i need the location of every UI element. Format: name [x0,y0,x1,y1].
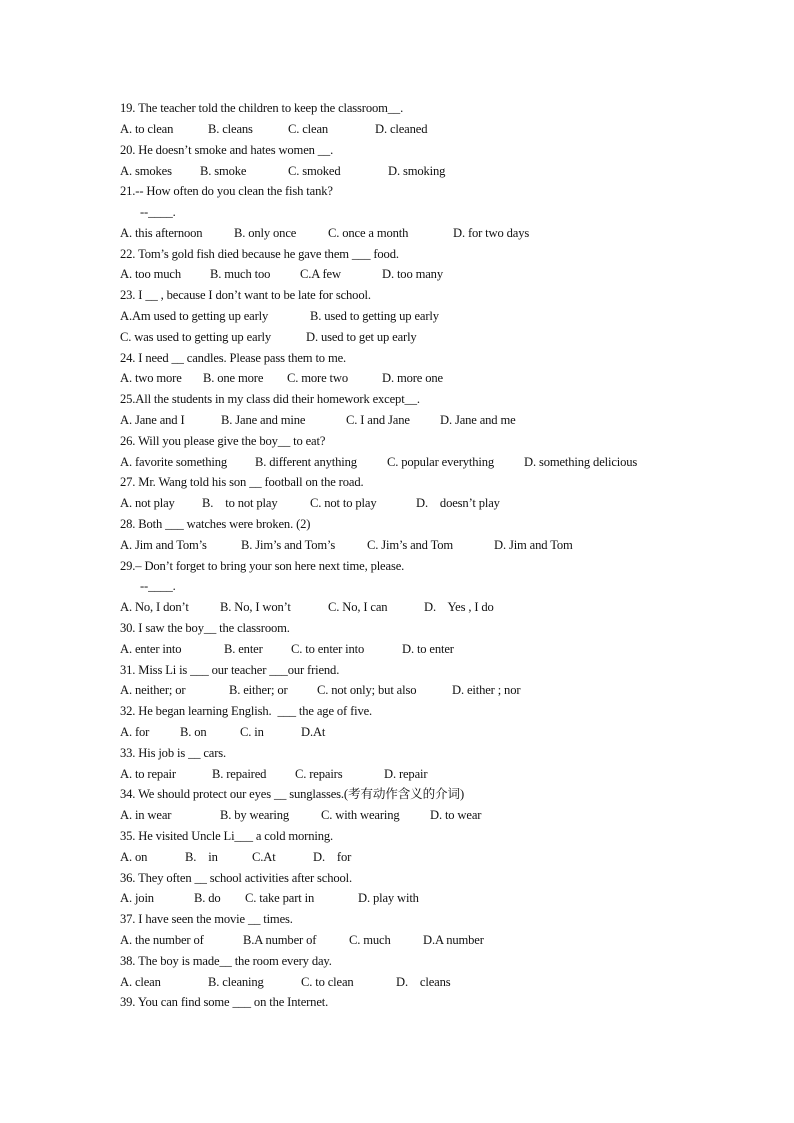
option-b: B. cleans [208,122,253,136]
option-d: D. to wear [430,808,482,822]
option-a: A. to clean [120,122,174,136]
option-d: D. either ; nor [452,683,521,697]
option-b: B. by wearing [220,808,290,822]
question-32: 32. He began learning English. ___ the age of five. [120,704,373,718]
option-c: C. smoked [288,164,341,178]
option-d: D. repair [384,767,428,781]
option-a: A. favorite something [120,455,228,469]
question-22: 22. Tom’s gold fish died because he gave them ___ food. [120,247,399,261]
option-c: C. Jim’s and Tom [367,538,454,552]
option-c: C.At [252,850,276,864]
option-c: C. more two [287,371,348,385]
option-a: A. clean [120,975,161,989]
option-d: D. cleaned [375,122,428,136]
option-c: C. with wearing [321,808,400,822]
option-b: B. one more [203,371,264,385]
option-a: A. No, I don’t [120,600,189,614]
question-31: 31. Miss Li is ___ our teacher ___our friend. [120,663,340,677]
option-d: D. cleans [396,975,451,989]
option-d: D. play with [358,891,419,905]
option-c: C. repairs [295,767,343,781]
option-d: D.A number [423,933,484,947]
question-29: 29.– Don’t forget to bring your son here next time, please. [120,559,405,573]
option-c: C. was used to getting up early [120,330,271,344]
question-33: 33. His job is __ cars. [120,746,227,760]
option-b: B. in [185,850,218,864]
option-b: B. repaired [212,767,267,781]
option-d: D. more one [382,371,443,385]
option-d: D. smoking [388,164,446,178]
option-b: B. on [180,725,207,739]
option-a: A. not play [120,496,175,510]
option-c: C. once a month [328,226,409,240]
question-30: 30. I saw the boy__ the classroom. [120,621,290,635]
question-21: 21.-- How often do you clean the fish tank? [120,184,333,198]
option-d: D. something delicious [524,455,638,469]
option-b: B. enter [224,642,263,656]
question-39: 39. You can find some ___ on the Internet. [120,995,329,1009]
question-35: 35. He visited Uncle Li___ a cold morning. [120,829,333,843]
question-38: 38. The boy is made__ the room every day. [120,954,332,968]
option-a: A. this afternoon [120,226,203,240]
question-27: 27. Mr. Wang told his son __ football on the road. [120,475,364,489]
option-a: A. two more [120,371,182,385]
option-a: A. Jim and Tom’s [120,538,207,552]
option-a: A. in wear [120,808,172,822]
option-d: D. for two days [453,226,530,240]
option-c: C. in [240,725,264,739]
option-d: D. for [313,850,352,864]
question-26: 26. Will you please give the boy__ to eat? [120,434,326,448]
option-a: A.Am used to getting up early [120,309,269,323]
option-d: D. used to get up early [306,330,417,344]
option-b: B. different anything [255,455,357,469]
question-34: 34. We should protect our eyes __ sunglasses.(考有动作含义的介词) [120,787,464,801]
option-c: C. I and Jane [346,413,410,427]
question-25: 25.All the students in my class did their homework except__. [120,392,420,406]
option-b: B. No, I won’t [220,600,291,614]
option-a: A. smokes [120,164,172,178]
option-d: D. Jim and Tom [494,538,573,552]
option-a: A. on [120,850,148,864]
option-a: A. Jane and I [120,413,185,427]
option-a: A. too much [120,267,181,281]
option-b: B. Jane and mine [221,413,306,427]
option-b: B.A number of [243,933,317,947]
question-24: 24. I need __ candles. Please pass them to me. [120,351,347,365]
option-a: A. the number of [120,933,204,947]
question-37: 37. I have seen the movie __ times. [120,912,293,926]
option-b: B. Jim’s and Tom’s [241,538,336,552]
option-d: D.At [301,725,326,739]
option-c: C.A few [300,267,341,281]
option-d: D. to enter [402,642,454,656]
option-c: C. No, I can [328,600,388,614]
question-29-reply: --____. [140,579,176,593]
option-a: A. enter into [120,642,182,656]
option-c: C. to clean [301,975,354,989]
option-c: C. take part in [245,891,315,905]
option-b: B. only once [234,226,297,240]
option-d: D. Yes , I do [424,600,494,614]
question-19: 19. The teacher told the children to keep the classroom__. [120,101,404,115]
option-b: B. used to getting up early [310,309,439,323]
option-d: D. Jane and me [440,413,516,427]
option-b: B. to not play [202,496,278,510]
option-d: D. doesn’t play [416,496,500,510]
option-b: B. either; or [229,683,288,697]
option-b: B. smoke [200,164,247,178]
option-a: A. join [120,891,154,905]
question-20: 20. He doesn’t smoke and hates women __. [120,143,334,157]
option-b: B. do [194,891,221,905]
option-c: C. popular everything [387,455,495,469]
option-c: C. to enter into [291,642,365,656]
option-c: C. clean [288,122,329,136]
option-c: C. not only; but also [317,683,417,697]
option-a: A. to repair [120,767,176,781]
option-d: D. too many [382,267,443,281]
option-b: B. much too [210,267,271,281]
question-21-reply: --____. [140,205,176,219]
option-c: C. much [349,933,391,947]
question-28: 28. Both ___ watches were broken. (2) [120,517,311,531]
option-a: A. for [120,725,150,739]
option-a: A. neither; or [120,683,186,697]
question-23: 23. I __ , because I don’t want to be late for school. [120,288,371,302]
option-c: C. not to play [310,496,377,510]
question-36: 36. They often __ school activities after school. [120,871,352,885]
option-b: B. cleaning [208,975,264,989]
